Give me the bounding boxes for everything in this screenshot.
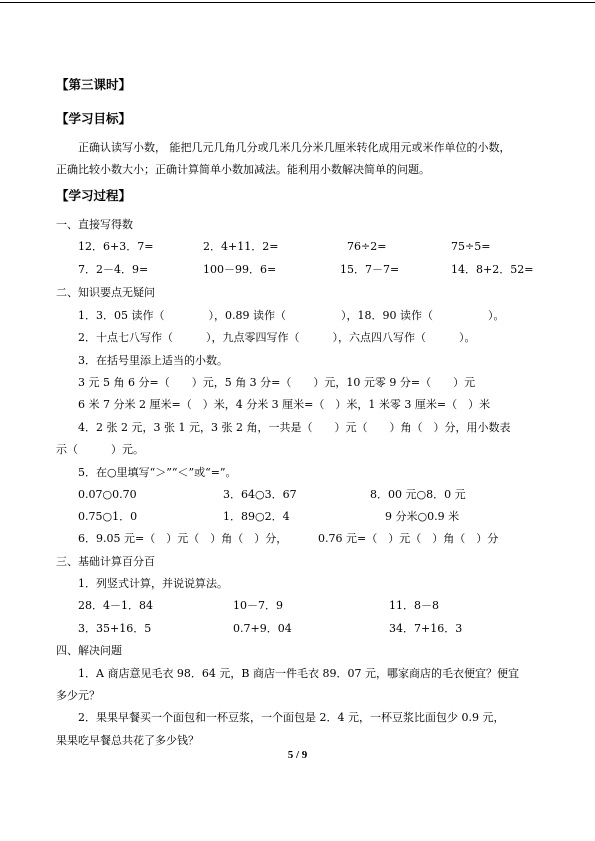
goal-text-line-2: 正确比较小数大小；正确计算简单小数加减法。能利用小数解决简单的问题。 <box>56 163 430 176</box>
part1-item: 15．7－7= <box>340 263 400 276</box>
part2-title: 二、知识要点无疑问 <box>56 286 155 299</box>
part1-item: 75÷5= <box>451 240 491 253</box>
goal-text-line-1: 正确认读写小数， 能把几元几角几分或几米几分米几厘米转化成用元或米作单位的小数， <box>78 141 511 154</box>
part1-row-2 <box>0 263 595 277</box>
compare-item: 3．64○3．67 <box>223 488 297 501</box>
part3-row-2 <box>0 622 595 636</box>
page-number: 5 / 9 <box>287 749 308 761</box>
part2-q3b: 6 米 7 分米 2 厘米=（ ）米，4 分米 3 厘米=（ ）米，1 米零 3 厘米=（ ）米 <box>78 398 491 411</box>
part2-q3: 3．在括号里添上适当的小数。 <box>78 354 228 367</box>
header-rule <box>0 2 595 3</box>
part4-q1b: 多少元？ <box>56 689 100 702</box>
compare-item: 8．00 元○8．0 元 <box>370 488 466 501</box>
part2-q5: 5．在○里填写“＞”“＜”或“=”。 <box>78 466 237 479</box>
compare-item: 1．89○2．4 <box>223 510 290 523</box>
part4-q2a: 2．果果早餐买一个面包和一杯豆浆，一个面包是 2．4 元，一杯豆浆比面包少 0.9 元， <box>78 711 505 724</box>
part3-item: 34．7+16．3 <box>389 622 463 635</box>
part3-item: 0.7+9．04 <box>233 622 292 635</box>
part2-q4b: 示（ ）元。 <box>56 443 144 456</box>
part3-row-1 <box>0 599 595 613</box>
compare-item: 9 分米○0.9 米 <box>385 510 460 523</box>
compare-item: 0.07○0.70 <box>78 488 137 501</box>
goals-heading: 【学习目标】 <box>56 111 132 126</box>
part1-item: 100－99．6= <box>203 263 277 276</box>
part3-item: 28．4－1．84 <box>78 599 153 612</box>
compare-row-1 <box>0 488 595 502</box>
part1-row-1 <box>0 240 595 254</box>
part3-item: 11．8－8 <box>389 599 439 612</box>
part2-q2: 2．十点七八写作（ ），九点零四写作（ ），六点四八写作（ ）。 <box>78 331 476 344</box>
part3-item: 10－7．9 <box>233 599 283 612</box>
part1-title: 一、直接写得数 <box>56 218 133 231</box>
compare-row-2 <box>0 510 595 524</box>
part3-title: 三、基础计算百分百 <box>56 555 155 568</box>
part1-item: 7．2－4．9= <box>78 263 149 276</box>
part2-q4a: 4．2 张 2 元，3 张 1 元，3 张 2 角，一共是（ ）元（ ）角（ ）分，用小数表 <box>78 421 511 434</box>
part2-q6b: 0.76 元=（ ）元（ ）角（ ）分 <box>318 532 499 545</box>
part1-item: 2．4+11．2= <box>203 240 279 253</box>
part4-q1a: 1．A 商店意见毛衣 98．64 元，B 商店一件毛衣 89．07 元，哪家商店的毛衣便宜？便宜 <box>78 667 519 680</box>
part4-title: 四、解决问题 <box>56 644 122 657</box>
part2-q6-row <box>0 532 595 546</box>
part1-item: 12．6+3．7= <box>78 240 154 253</box>
process-heading: 【学习过程】 <box>56 188 132 203</box>
part1-item: 14．8+2．52= <box>451 263 534 276</box>
part3-item: 3．35+16．5 <box>78 622 152 635</box>
compare-item: 0.75○1．0 <box>78 510 138 523</box>
part3-q1: 1．列竖式计算，并说说算法。 <box>78 577 228 590</box>
lesson-heading: 【第三课时】 <box>56 77 132 92</box>
part2-q6a: 6．9.05 元=（ ）元（ ）角（ ）分， <box>78 532 288 545</box>
part2-q1: 1．3．05 读作（ ），0.89 读作（ ），18．90 读作（ ）。 <box>78 309 505 322</box>
part1-item: 76÷2= <box>347 240 387 253</box>
part4-q2b: 果果吃早餐总共花了多少钱？ <box>56 734 199 747</box>
part2-q3a: 3 元 5 角 6 分=（ ）元，5 角 3 分=（ ）元，10 元零 9 分=（ ）元 <box>78 376 476 389</box>
